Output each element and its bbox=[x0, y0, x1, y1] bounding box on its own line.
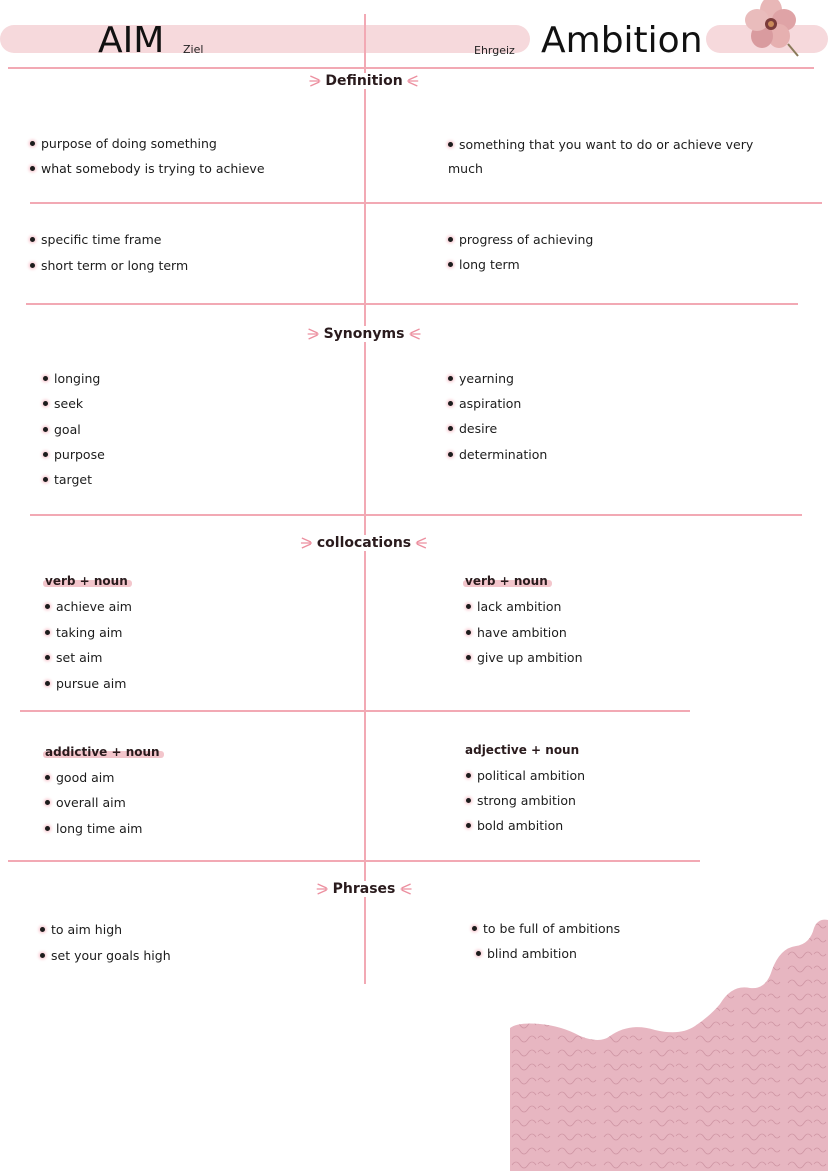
list-item: lack ambition bbox=[466, 599, 561, 615]
list-item: long time aim bbox=[45, 821, 142, 837]
list-item: what somebody is trying to achieve bbox=[30, 161, 265, 177]
heading-definition: Definition bbox=[307, 73, 420, 89]
rule-syn-end bbox=[30, 514, 802, 516]
rule-header bbox=[8, 67, 814, 69]
label-adjective-noun: adjective + noun bbox=[465, 743, 580, 757]
title-ambition: Ambition bbox=[541, 20, 703, 61]
list-item: bold ambition bbox=[466, 818, 563, 834]
list-item: aspiration bbox=[448, 396, 521, 412]
list-item: pursue aim bbox=[45, 676, 126, 692]
sparkle-left-icon bbox=[309, 74, 321, 88]
list-item: to aim high bbox=[40, 922, 122, 938]
sparkle-left-icon bbox=[317, 882, 329, 896]
list-item: yearning bbox=[448, 371, 514, 387]
center-divider bbox=[364, 14, 366, 984]
list-item: strong ambition bbox=[466, 793, 576, 809]
list-item: something that you want to do or achieve very much bbox=[448, 137, 754, 176]
list-item: determination bbox=[448, 447, 547, 463]
rule-col-mid bbox=[20, 710, 690, 712]
subtitle-ehrgeiz: Ehrgeiz bbox=[474, 44, 515, 57]
list-item: target bbox=[43, 472, 92, 488]
rule-def-end bbox=[26, 303, 798, 305]
list-item: progress of achieving bbox=[448, 232, 593, 248]
list-item: achieve aim bbox=[45, 599, 132, 615]
flower-icon bbox=[738, 0, 804, 58]
sparkle-right-icon bbox=[408, 327, 420, 341]
heading-collocations: collocations bbox=[299, 535, 429, 551]
list-item: to be full of ambitions bbox=[472, 921, 620, 937]
heading-synonyms: Synonyms bbox=[306, 326, 423, 342]
list-item: blind ambition bbox=[476, 946, 577, 962]
sparkle-left-icon bbox=[301, 536, 313, 550]
sparkle-right-icon bbox=[399, 882, 411, 896]
heading-phrases: Phrases bbox=[315, 881, 414, 897]
list-item: set aim bbox=[45, 650, 102, 666]
list-item: longing bbox=[43, 371, 100, 387]
list-item: give up ambition bbox=[466, 650, 583, 666]
list-item: have ambition bbox=[466, 625, 567, 641]
sparkle-right-icon bbox=[415, 536, 427, 550]
label-verb-noun-left: verb + noun bbox=[45, 574, 128, 588]
sparkle-left-icon bbox=[308, 327, 320, 341]
list-item: purpose bbox=[43, 447, 105, 463]
list-item: political ambition bbox=[466, 768, 585, 784]
title-aim: AIM bbox=[98, 20, 165, 61]
rule-def-mid bbox=[30, 202, 822, 204]
vintage-script-paper bbox=[510, 918, 828, 1171]
list-item: goal bbox=[43, 422, 81, 438]
label-addictive-noun: addictive + noun bbox=[45, 745, 160, 759]
list-item: taking aim bbox=[45, 625, 122, 641]
list-item: desire bbox=[448, 421, 497, 437]
list-item: specific time frame bbox=[30, 232, 161, 248]
list-item: long term bbox=[448, 257, 520, 273]
subtitle-ziel: Ziel bbox=[183, 43, 204, 56]
list-item: seek bbox=[43, 396, 83, 412]
list-item: purpose of doing something bbox=[30, 136, 217, 152]
list-item: overall aim bbox=[45, 795, 126, 811]
list-item: short term or long term bbox=[30, 258, 188, 274]
list-item: good aim bbox=[45, 770, 114, 786]
label-verb-noun-right: verb + noun bbox=[465, 574, 548, 588]
sparkle-right-icon bbox=[407, 74, 419, 88]
rule-col-end bbox=[8, 860, 700, 862]
list-item: set your goals high bbox=[40, 948, 171, 964]
